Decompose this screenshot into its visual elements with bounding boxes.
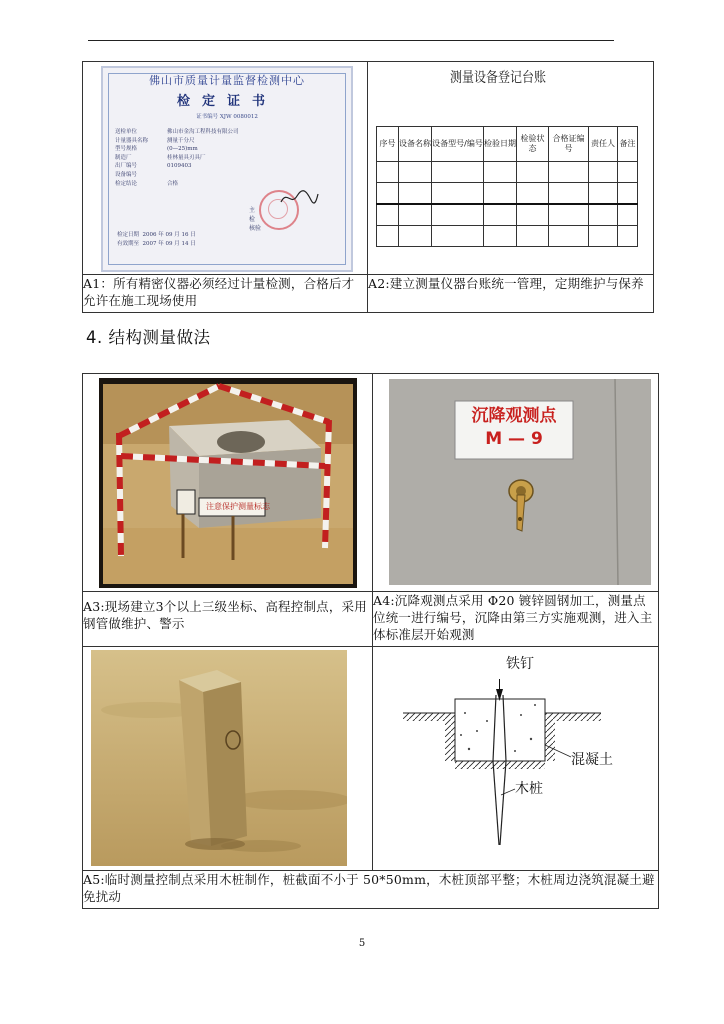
table-row [377, 204, 638, 226]
caption-a5: A5:临时测量控制点采用木桩制作，桩截面不小于 50*50mm，木桩顶部平整；木桩周边浇筑混凝土避免扰动 [83, 871, 659, 909]
caption-a1: A1：所有精密仪器必须经过计量检测，合格后才允许在施工现场使用 [83, 275, 368, 313]
label-nail: 铁钉 [506, 656, 534, 672]
ledger-col-header: 设备型号/编号 [432, 127, 484, 162]
settlement-sign-code: M — 9 [485, 429, 543, 449]
caption-a2: A2:建立测量仪器台账统一管理，定期维护与保养 [368, 275, 654, 313]
label-concrete: 混凝土 [571, 752, 613, 768]
table-row [377, 162, 638, 183]
control-point-photo [99, 378, 357, 588]
certificate-title: 检定证书 [176, 94, 277, 109]
section-heading: 4. 结构测量做法 [86, 328, 211, 347]
ledger-col-header: 备注 [618, 127, 638, 162]
ledger-col-header: 责任人 [589, 127, 618, 162]
ledger-title: 测量设备登记台账 [450, 68, 547, 86]
ledger-col-header: 序号 [377, 127, 399, 162]
table-row [377, 183, 638, 205]
certificate-number: 证书编号 XJW 0080012 [196, 114, 258, 120]
calibration-certificate-image [101, 66, 353, 272]
certificate-dates: 检定日期 2006 年 09 月 16 日 有效期至 2007 年 09 月 14 日 [117, 232, 196, 247]
ledger-col-header: 合格证编号 [549, 127, 589, 162]
certificate-fields: 送检单位 佛山市金沟工程科技有限公司 计量器具名称 测量千分尺 型号规格 (0—25)mm 制造厂 桂林量具刃具厂 出厂编号 0109403 设备编号 检定结论 合格 [115, 129, 239, 187]
control-point-photo-cell [83, 374, 373, 592]
ledger-image-cell [368, 62, 654, 275]
ledger-col-header: 检验状态 [517, 127, 549, 162]
certificate-org: 佛山市质量计量监督检测中心 [149, 74, 305, 87]
page-number: 5 [358, 938, 366, 949]
label-stake: 木桩 [515, 781, 543, 797]
table-row [377, 226, 638, 247]
ledger-col-header: 检验日期 [484, 127, 517, 162]
caption-a3: A3:现场建立3个以上三级坐标、高程控制点，采用钢管做维护、警示 [83, 592, 373, 647]
caption-a4: A4:沉降观测点采用 Φ20 镀锌圆钢加工，测量点位统一进行编号，沉降由第三方实施观测，进入主体标准层开始观测 [373, 592, 659, 647]
certificate-signers: 主 检 核验 [249, 207, 262, 232]
wooden-stake-photo-cell [83, 647, 373, 871]
settlement-point-photo-cell [373, 374, 659, 592]
control-point-sign-text: 注意保护测量标志 [206, 502, 270, 511]
certificate-photo-cell [83, 62, 368, 275]
settlement-sign-title: 沉降观测点 [471, 406, 557, 426]
wooden-stake-photo [91, 650, 347, 866]
measurement-table [82, 373, 659, 909]
ledger-table [376, 126, 638, 247]
stake-diagram-cell [373, 647, 659, 871]
header-rule [88, 40, 614, 41]
signature-scribble [279, 188, 319, 208]
instrument-table [82, 61, 654, 313]
ledger-col-header: 设备名称 [399, 127, 432, 162]
